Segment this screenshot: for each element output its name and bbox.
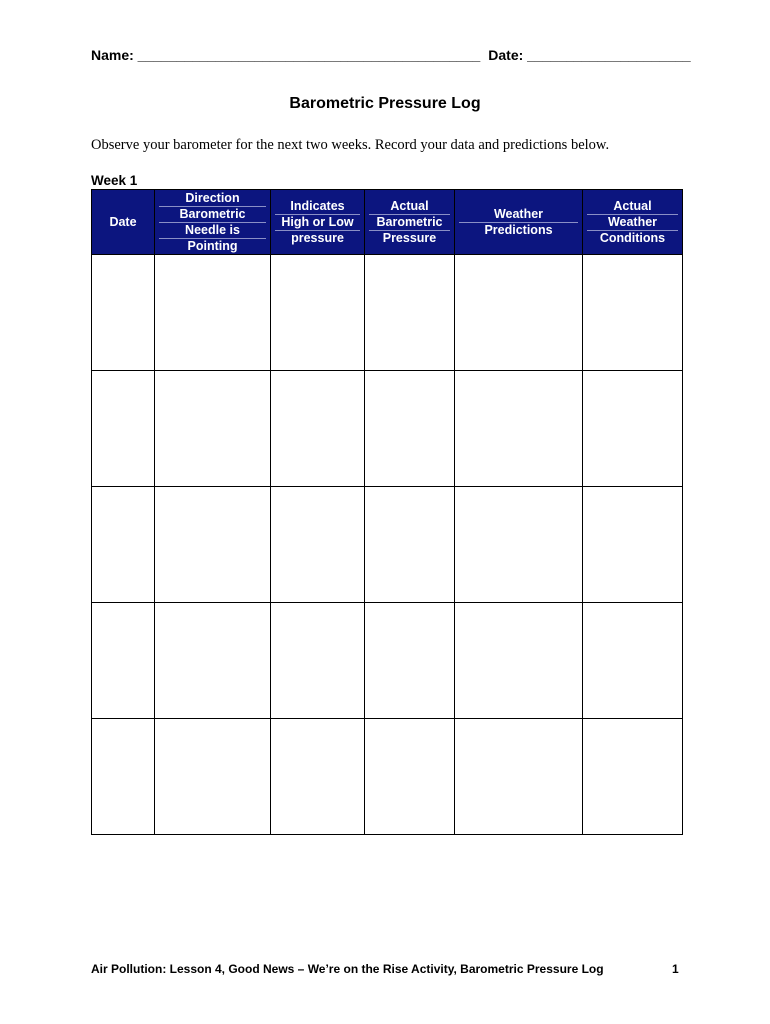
- table-cell[interactable]: [271, 603, 365, 719]
- footer-text: Air Pollution: Lesson 4, Good News – We’re on the Rise Activity, Barometric Pressure Log: [91, 962, 604, 976]
- table-cell[interactable]: [92, 487, 155, 603]
- table-row: [92, 719, 683, 835]
- table-header-row: [92, 190, 683, 255]
- table-cell[interactable]: [365, 719, 455, 835]
- header-line: Pointing: [187, 238, 238, 253]
- table-cell[interactable]: [583, 255, 683, 371]
- table-cell[interactable]: [365, 255, 455, 371]
- header-line: Date: [109, 214, 137, 229]
- table-cell[interactable]: [92, 371, 155, 487]
- table-cell[interactable]: [455, 371, 583, 487]
- header-line: High or Low: [275, 215, 360, 231]
- table-cell[interactable]: [271, 255, 365, 371]
- table-row: [92, 371, 683, 487]
- date-field-label[interactable]: Date: _____________________: [488, 47, 691, 63]
- table-cell[interactable]: [365, 487, 455, 603]
- header-line: Conditions: [599, 230, 666, 245]
- table-cell[interactable]: [455, 487, 583, 603]
- header-line: Pressure: [382, 230, 437, 245]
- page-title: Barometric Pressure Log: [289, 95, 481, 112]
- table-cell[interactable]: [92, 603, 155, 719]
- header-line: Actual: [369, 199, 450, 215]
- table-cell[interactable]: [92, 719, 155, 835]
- table-cell[interactable]: [455, 719, 583, 835]
- table-cell[interactable]: [92, 255, 155, 371]
- table-row: [92, 487, 683, 603]
- header-line: Barometric: [159, 207, 266, 223]
- table-cell[interactable]: [455, 255, 583, 371]
- table-cell[interactable]: [155, 719, 271, 835]
- table-cell[interactable]: [583, 371, 683, 487]
- table-cell[interactable]: [271, 487, 365, 603]
- column-header-actual-conditions: [583, 190, 683, 255]
- instructions-text: Observe your barometer for the next two weeks. Record your data and predictions below.: [91, 137, 610, 153]
- header-line: Weather: [459, 207, 578, 223]
- column-header-needle-direction: [155, 190, 271, 255]
- table-cell[interactable]: [155, 487, 271, 603]
- name-field-label[interactable]: Name: ____________________________________________: [91, 47, 481, 63]
- column-header-weather-predictions: [455, 190, 583, 255]
- table-cell[interactable]: [583, 603, 683, 719]
- table-cell[interactable]: [271, 719, 365, 835]
- table-cell[interactable]: [583, 487, 683, 603]
- header-line: Weather: [587, 215, 678, 231]
- header-line: Indicates: [275, 199, 360, 215]
- name-date-line: [91, 47, 691, 63]
- header-line: Predictions: [484, 222, 553, 237]
- table-cell[interactable]: [155, 371, 271, 487]
- table-cell[interactable]: [365, 371, 455, 487]
- page-number: 1: [672, 962, 679, 976]
- table-cell[interactable]: [271, 371, 365, 487]
- table-cell[interactable]: [583, 719, 683, 835]
- table-cell[interactable]: [455, 603, 583, 719]
- column-header-high-low: [271, 190, 365, 255]
- pressure-log-table: [91, 189, 683, 835]
- table-cell[interactable]: [155, 603, 271, 719]
- table-cell[interactable]: [155, 255, 271, 371]
- week-label: Week 1: [91, 173, 138, 188]
- column-header-date: [92, 190, 155, 255]
- header-line: Barometric: [369, 215, 450, 231]
- table-body: [92, 255, 683, 835]
- table-row: [92, 603, 683, 719]
- header-line: Needle is: [159, 223, 266, 239]
- header-line: Direction: [159, 191, 266, 207]
- table-cell[interactable]: [365, 603, 455, 719]
- header-line: Actual: [587, 199, 678, 215]
- column-header-actual-pressure: [365, 190, 455, 255]
- table-row: [92, 255, 683, 371]
- header-line: pressure: [291, 230, 344, 245]
